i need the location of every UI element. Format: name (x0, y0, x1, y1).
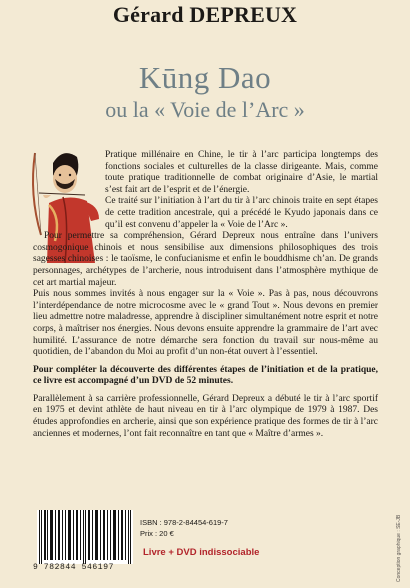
back-cover-text (33, 150, 378, 440)
barcode-bars (37, 510, 133, 564)
voie-paragraph: Puis nous sommes invités à nous engager sur la « Voie ». Pas à pas, nous découvrons l’interdépendance de notre microcosme avec le « grand Tout ». Nous devons en premier lieu admettre notre maladresse, apprendre à discipliner simultanément notre esprit et notre corps, à maîtriser nos énergies. Nous devons ensuite apprendre la grammaire de l’art avec humilité. L’assurance de notre démarche sera fonction du travail sur nous-même au quotidien, de l’abandon du Moi au profit d’un non-état ouvert à l’essentiel. (33, 289, 378, 358)
barcode-number: 9 782844 546197 (33, 563, 115, 572)
author-name: Gérard DEPREUX (112, 2, 298, 27)
author-bio-paragraph: Parallèlement à sa carrière professionnelle, Gérard Depreux a débuté le tir à l’arc sportif en 1975 et devint athlète de haut niveau en tir à l’arc olympique de 1979 à 1987. Des études approfondies en archerie, ainsi que son expérience pratique des formes de tir à l’arc anciennes et modernes, l’ont fait reconnaître en tant que « Maître d’armes ». (33, 393, 378, 439)
dvd-paragraph: Pour compléter la découverte des différentes étapes de l’initiation et de la pratique, ce livre est accompagné d’un DVD de 52 minutes. (33, 364, 378, 387)
price-line: Prix : 20 € (140, 529, 174, 538)
dvd-bundle-label: Livre + DVD indissociable (143, 547, 260, 558)
treatise-paragraph: Ce traité sur l’initiation à l’art du tir à l’arc chinois traite en sept étapes de cette tradition ancestrale, qui a précédé le Kyudo japonais dans ce qu’il est convenu d’appeler la « Voie de l’Arc ». (105, 196, 378, 230)
isbn-line: ISBN : 978-2-84454-619-7 (140, 518, 228, 527)
book-subtitle: ou la « Voie de l’Arc » (105, 97, 305, 122)
isbn-block (140, 517, 228, 539)
cosmogony-paragraph: Pour permettre sa compréhension, Gérard Depreux nous entraîne dans l’univers cosmogonique chinois et nous sensibilise aux dimensions philosophiques des trois sagesses chinoises : le taoïsme, le confucianisme et enfin le bouddhisme ch’an. De grands personnages, archétypes de l’archerie, nous introduisent dans l’atmosphère mythique de cet art martial majeur. (33, 231, 378, 288)
design-credit: Conception graphique : SE-JB (396, 514, 402, 582)
intro-paragraph: Pratique millénaire en Chine, le tir à l’arc participa longtemps des fonctions sociales et culturelles de la classe dirigeante. Mais, comme toute pratique traditionnelle de combat originaire d’Asie, le martial s’est fait art de l’esprit et de l’énergie. (105, 150, 378, 195)
book-title: Kūng Dao (138, 60, 272, 95)
barcode (33, 510, 135, 572)
